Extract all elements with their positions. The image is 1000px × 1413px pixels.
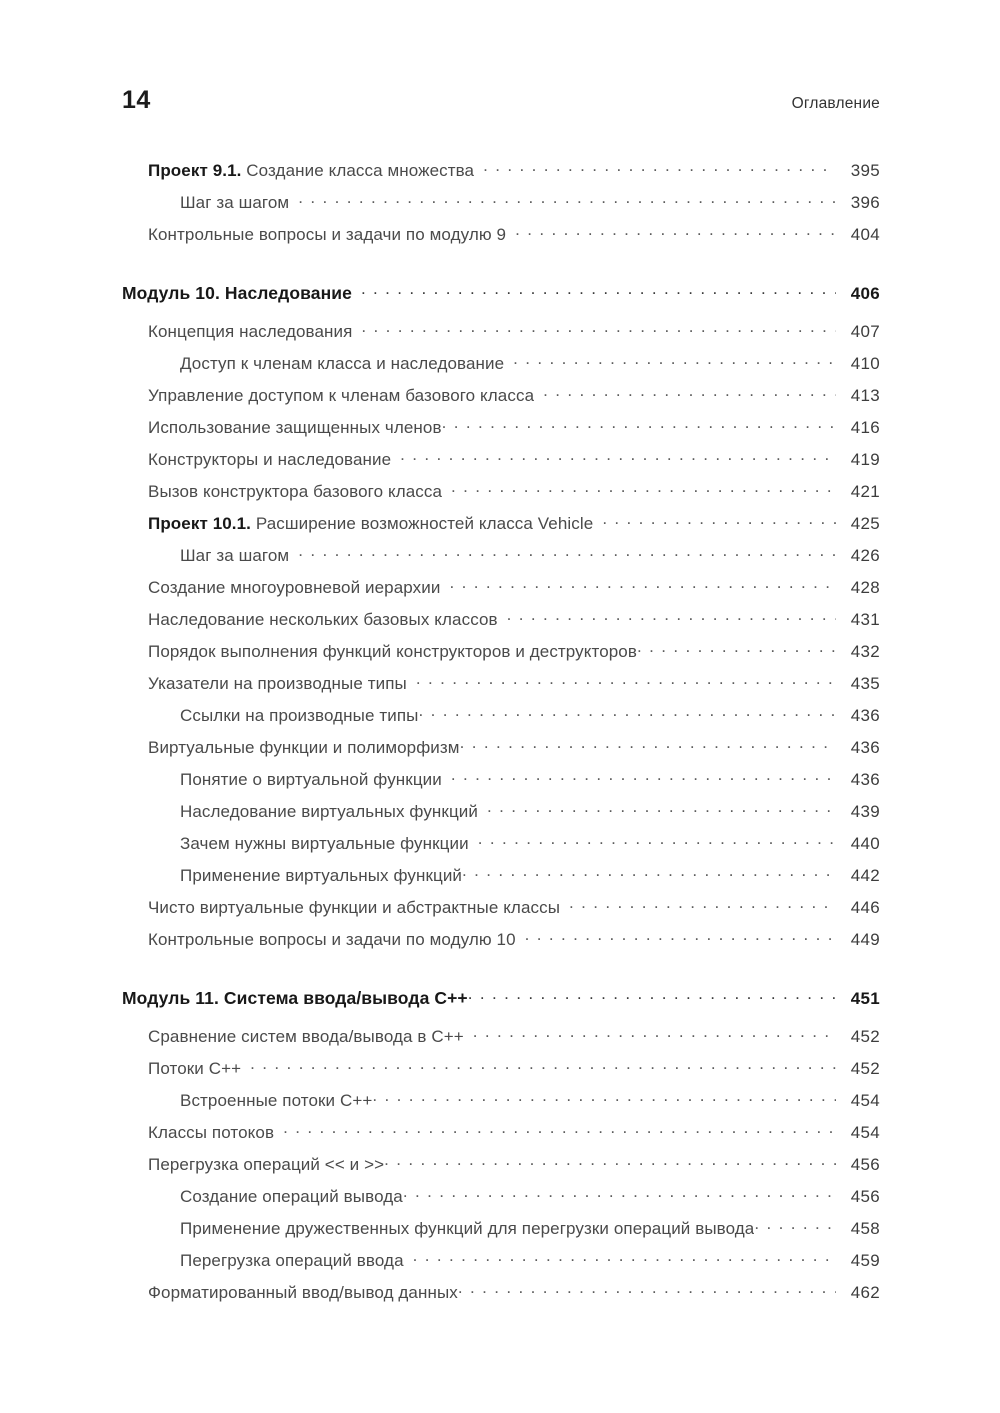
toc-leader-dots	[458, 1282, 836, 1298]
toc-leader-dots	[487, 801, 836, 817]
toc-leader-dots	[525, 929, 836, 945]
toc-page-number: 428	[850, 578, 880, 597]
toc-leader-dots	[513, 353, 836, 369]
toc-leader-dots	[569, 897, 836, 913]
toc-entry[interactable]	[0, 1122, 1000, 1154]
toc-entry[interactable]	[0, 1058, 1000, 1090]
toc-entry-title: Проект 9.1. Создание класса множества	[148, 161, 475, 180]
toc-entry[interactable]	[0, 865, 1000, 897]
toc-entry-project-label: Проект 10.1.	[148, 514, 252, 533]
toc-leader-dots	[468, 988, 836, 1004]
toc-leader-dots	[298, 192, 836, 208]
toc-leader-dots	[449, 577, 836, 593]
toc-leader-dots	[361, 321, 836, 337]
toc-leader-dots	[298, 545, 836, 561]
toc-entry-title: Контрольные вопросы и задачи по модулю 9	[148, 225, 507, 244]
toc-entry[interactable]	[0, 801, 1000, 833]
toc-entry-title: Классы потоков	[148, 1123, 275, 1142]
toc-entry[interactable]	[0, 545, 1000, 577]
toc-entry[interactable]	[0, 224, 1000, 256]
toc-page-number: 404	[850, 225, 880, 244]
toc-leader-dots	[442, 417, 836, 433]
toc-page-number: 452	[850, 1059, 880, 1078]
toc-leader-dots	[372, 1090, 836, 1106]
toc-entry-title: Концепция наследования	[148, 322, 353, 341]
toc-leader-dots	[416, 673, 836, 689]
toc-page-number: 432	[850, 642, 880, 661]
toc-entry-title: Вызов конструктора базового класса	[148, 482, 443, 501]
toc-leader-dots	[462, 865, 836, 881]
toc-page-number: 431	[850, 610, 880, 629]
toc-page-number: 406	[850, 284, 880, 303]
toc-leader-dots	[754, 1218, 836, 1234]
toc-leader-dots	[250, 1058, 836, 1074]
toc-page-number: 456	[850, 1187, 880, 1206]
toc-page-number: 451	[850, 989, 880, 1008]
toc-entry[interactable]	[0, 321, 1000, 353]
toc-page-number: 440	[850, 834, 880, 853]
toc-leader-dots	[515, 224, 836, 240]
toc-leader-dots	[418, 705, 836, 721]
toc-entry[interactable]	[0, 353, 1000, 385]
toc-entry[interactable]	[0, 481, 1000, 513]
toc-page-number: 442	[850, 866, 880, 885]
toc-leader-dots	[451, 769, 836, 785]
toc-module-entry[interactable]	[0, 283, 1000, 315]
toc-page-number: 425	[850, 514, 880, 533]
toc-page-number: 458	[850, 1219, 880, 1238]
toc-leader-dots	[403, 1186, 836, 1202]
toc-entry-title: Встроенные потоки C++	[180, 1091, 373, 1110]
toc-entry-title: Конструкторы и наследование	[148, 450, 392, 469]
toc-entry[interactable]	[0, 673, 1000, 705]
toc-entry-title: Создание многоуровневой иерархии	[148, 578, 441, 597]
toc-entry-title: Управление доступом к членам базового класса	[148, 386, 535, 405]
toc-entry[interactable]	[0, 192, 1000, 224]
toc-leader-dots	[460, 737, 836, 753]
toc-leader-dots	[602, 513, 836, 529]
toc-entry-title: Ссылки на производные типы	[180, 706, 419, 725]
toc-page-number: 413	[850, 386, 880, 405]
toc-page-number: 436	[850, 706, 880, 725]
toc-entry-title: Модуль 10. Наследование	[122, 283, 352, 303]
toc-entry-project-label: Проект 9.1.	[148, 161, 242, 180]
toc-page-number: 462	[850, 1283, 880, 1302]
toc-leader-dots	[478, 833, 836, 849]
toc-entry-title: Шаг за шагом	[180, 546, 290, 565]
toc-entry-title: Виртуальные функции и полиморфизм	[148, 738, 460, 757]
toc-entry-title: Форматированный ввод/вывод данных	[148, 1283, 458, 1302]
toc-entry[interactable]	[0, 929, 1000, 961]
toc-entry[interactable]	[0, 1250, 1000, 1282]
toc-page-number: 449	[850, 930, 880, 949]
toc-leader-dots	[400, 449, 836, 465]
toc-entry[interactable]	[0, 833, 1000, 865]
toc-entry-title: Использование защищенных членов	[148, 418, 442, 437]
toc-entry[interactable]	[0, 1090, 1000, 1122]
running-title: Оглавление	[791, 95, 880, 112]
running-header	[122, 88, 880, 118]
toc-entry[interactable]	[0, 1186, 1000, 1218]
toc-page-number: 459	[850, 1251, 880, 1270]
toc-entry-title: Модуль 11. Система ввода/вывода C++	[122, 988, 468, 1008]
toc-entry[interactable]	[0, 513, 1000, 545]
toc-entry[interactable]	[0, 160, 1000, 192]
toc-entry-title: Зачем нужны виртуальные функции	[180, 834, 469, 853]
toc-entry-title: Применение дружественных функций для перегрузки операций вывода	[180, 1219, 755, 1238]
toc-entry[interactable]	[0, 1218, 1000, 1250]
toc-page-number: 421	[850, 482, 880, 501]
toc-entry[interactable]	[0, 385, 1000, 417]
toc-page-number: 454	[850, 1091, 880, 1110]
toc-module-entry[interactable]	[0, 988, 1000, 1020]
page-folio-number: 14	[122, 86, 151, 114]
toc-entry-title: Контрольные вопросы и задачи по модулю 10	[148, 930, 516, 949]
toc-entry-title: Чисто виртуальные функции и абстрактные классы	[148, 898, 561, 917]
toc-entry[interactable]	[0, 1282, 1000, 1314]
toc-entry-title: Доступ к членам класса и наследование	[180, 354, 505, 373]
toc-entry[interactable]	[0, 417, 1000, 449]
toc-entry[interactable]	[0, 705, 1000, 737]
toc-entry[interactable]	[0, 577, 1000, 609]
toc-leader-dots	[507, 609, 836, 625]
toc-entry-title: Создание операций вывода	[180, 1187, 403, 1206]
toc-entry[interactable]	[0, 1026, 1000, 1058]
toc-leader-dots	[283, 1122, 836, 1138]
toc-leader-dots	[413, 1250, 836, 1266]
toc-leader-dots	[543, 385, 836, 401]
toc-entry-title: Шаг за шагом	[180, 193, 290, 212]
toc-page-number: 454	[850, 1123, 880, 1142]
toc-page-number: 439	[850, 802, 880, 821]
toc-entry[interactable]	[0, 897, 1000, 929]
toc-leader-dots	[483, 160, 836, 176]
toc-entry-title: Наследование нескольких базовых классов	[148, 610, 498, 629]
toc-entry-title: Применение виртуальных функций	[180, 866, 463, 885]
toc-entry-title: Указатели на производные типы	[148, 674, 407, 693]
toc-page-number: 452	[850, 1027, 880, 1046]
toc-page-number: 446	[850, 898, 880, 917]
toc-leader-dots	[473, 1026, 836, 1042]
toc-page-number: 426	[850, 546, 880, 565]
toc-entry-title: Порядок выполнения функций конструкторов и деструкторов	[148, 642, 637, 661]
toc-page-number: 436	[850, 738, 880, 757]
toc-leader-dots	[361, 283, 836, 299]
toc-leader-dots	[451, 481, 836, 497]
toc-page-number: 419	[850, 450, 880, 469]
toc-entry[interactable]	[0, 641, 1000, 673]
toc-leader-dots	[637, 641, 836, 657]
toc-page-number: 436	[850, 770, 880, 789]
table-of-contents-list	[0, 160, 1000, 1314]
toc-entry-title: Перегрузка операций << и >>	[148, 1155, 385, 1174]
toc-page-number: 410	[850, 354, 880, 373]
toc-entry-title: Потоки C++	[148, 1059, 242, 1078]
toc-entry-title: Проект 10.1. Расширение возможностей класса Vehicle	[148, 514, 594, 533]
toc-page-number: 407	[850, 322, 880, 341]
toc-entry-title: Перегрузка операций ввода	[180, 1251, 404, 1270]
toc-entry[interactable]	[0, 609, 1000, 641]
toc-entry[interactable]	[0, 769, 1000, 801]
toc-entry-title: Наследование виртуальных функций	[180, 802, 478, 821]
toc-page-number: 456	[850, 1155, 880, 1174]
toc-entry[interactable]	[0, 449, 1000, 481]
toc-page-number: 396	[850, 193, 880, 212]
toc-entry-title: Понятие о виртуальной функции	[180, 770, 442, 789]
toc-leader-dots	[384, 1154, 836, 1170]
toc-page-number: 416	[850, 418, 880, 437]
toc-page-number: 395	[850, 161, 880, 180]
toc-entry[interactable]	[0, 1154, 1000, 1186]
toc-entry-title: Сравнение систем ввода/вывода в C++	[148, 1027, 464, 1046]
toc-entry[interactable]	[0, 737, 1000, 769]
toc-page-number: 435	[850, 674, 880, 693]
